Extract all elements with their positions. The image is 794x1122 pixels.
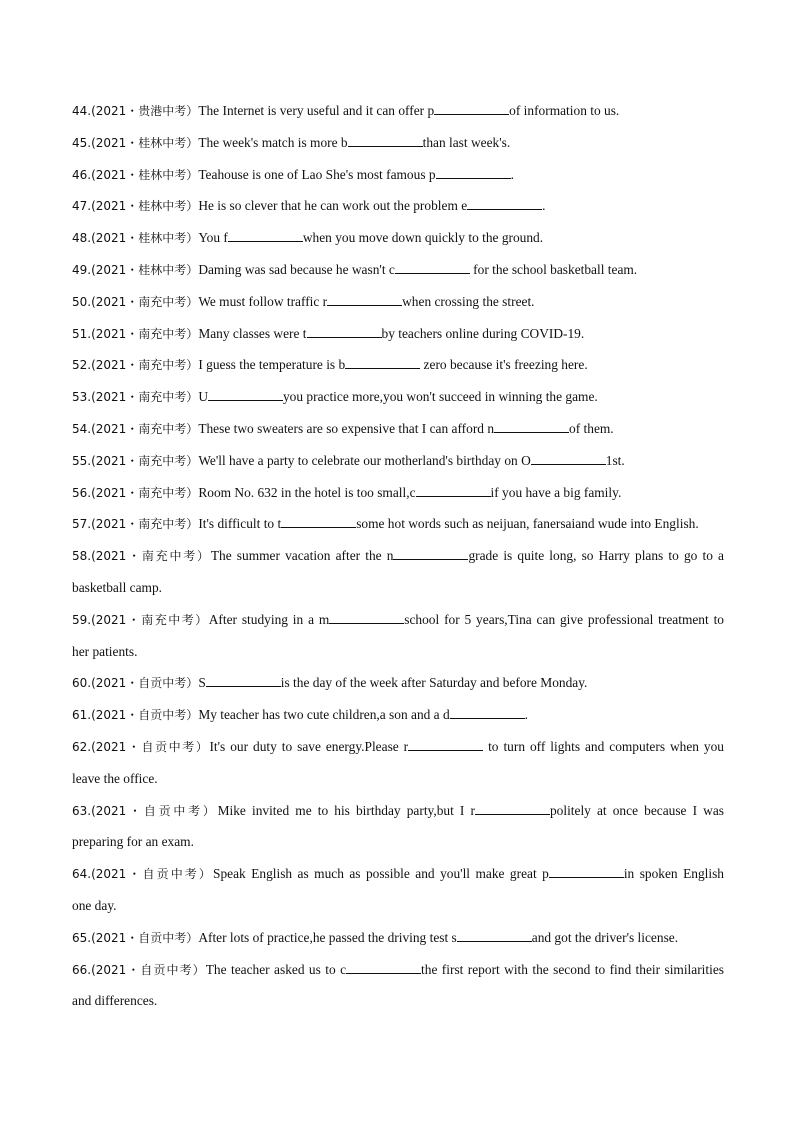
- question-text-before: It's our duty to save energy.Please r: [209, 738, 409, 754]
- answer-blank[interactable]: [307, 325, 382, 338]
- question-line: [72, 731, 724, 763]
- question-text-after: .: [524, 707, 529, 723]
- answer-blank[interactable]: [531, 452, 606, 465]
- answer-blank[interactable]: [346, 961, 421, 974]
- answer-blank[interactable]: [434, 102, 509, 115]
- question-line: [72, 508, 724, 540]
- question-source: 61.(2021・自贡中考）: [72, 708, 199, 723]
- question-continuation: basketball camp.: [72, 579, 162, 595]
- answer-blank[interactable]: [549, 865, 624, 878]
- question-text-after: for the school basketball team.: [469, 261, 638, 277]
- question-text-after: and got the driver's license.: [531, 929, 679, 945]
- question-text-before: The Internet is very useful and it can offer p: [198, 103, 435, 118]
- question-text-after: .: [510, 166, 514, 182]
- question-line: [72, 922, 724, 954]
- question-line: [72, 699, 724, 731]
- answer-blank[interactable]: [475, 802, 550, 815]
- question-line: [72, 349, 724, 381]
- question-text-before: You f: [198, 230, 228, 246]
- question-source: 52.(2021・南充中考）: [72, 358, 199, 373]
- question-line: [72, 445, 724, 477]
- question-text-before: Daming was sad because he wasn't c: [198, 261, 395, 277]
- question-text-before: Speak English as much as possible and you'll make great p: [213, 866, 549, 882]
- question-text-after: .: [542, 198, 546, 214]
- question-source: 51.(2021・南充中考）: [72, 326, 199, 341]
- question-text-after: of them.: [569, 420, 614, 436]
- question-line: [72, 95, 724, 127]
- answer-blank[interactable]: [327, 293, 402, 306]
- answer-blank[interactable]: [348, 134, 423, 147]
- question-line: [72, 858, 724, 890]
- question-line: [72, 413, 724, 445]
- question-source: 59.(2021・南充中考）: [72, 612, 209, 627]
- question-line: [72, 286, 724, 318]
- question-text-before: I guess the temperature is b: [198, 357, 346, 373]
- question-continuation: and differences.: [72, 993, 158, 1009]
- question-text-after: of information to us.: [509, 103, 620, 118]
- question-source: 48.(2021・桂林中考）: [72, 231, 199, 246]
- question-text-before: It's difficult to t: [198, 516, 282, 532]
- answer-blank[interactable]: [208, 388, 283, 401]
- answer-blank[interactable]: [329, 611, 404, 624]
- answer-blank[interactable]: [494, 420, 569, 433]
- question-line: [72, 190, 724, 222]
- answer-blank[interactable]: [393, 547, 468, 560]
- question-text-before: We'll have a party to celebrate our motherland's birthday on O: [198, 452, 531, 468]
- question-line: [72, 127, 724, 159]
- question-source: 45.(2021・桂林中考）: [72, 135, 199, 150]
- question-text-before: The teacher asked us to c: [205, 961, 347, 977]
- question-source: 54.(2021・南充中考）: [72, 421, 199, 436]
- question-text-before: Teahouse is one of Lao She's most famous p: [198, 166, 436, 182]
- question-text-before: Many classes were t: [198, 325, 307, 341]
- question-source: 64.(2021・自贡中考）: [72, 867, 214, 882]
- question-text-before: We must follow traffic r: [198, 293, 328, 309]
- question-source: 53.(2021・南充中考）: [72, 390, 199, 405]
- question-continuation: preparing for an exam.: [72, 834, 194, 850]
- exercise-page: [72, 95, 724, 1017]
- question-text-before: The week's match is more b: [198, 134, 348, 150]
- question-source: 58.(2021・南充中考）: [72, 549, 211, 564]
- answer-blank[interactable]: [416, 484, 491, 497]
- question-text-after: to turn off lights and computers when you: [483, 738, 725, 754]
- answer-blank[interactable]: [228, 229, 303, 242]
- question-source: 47.(2021・桂林中考）: [72, 199, 199, 214]
- question-text-before: Mike invited me to his birthday party,but I r: [217, 802, 475, 818]
- answer-blank[interactable]: [345, 356, 420, 369]
- question-text-before: U: [198, 389, 208, 405]
- question-text-before: After studying in a m: [208, 611, 330, 627]
- question-source: 60.(2021・自贡中考）: [72, 676, 199, 691]
- question-text-before: My teacher has two cute children,a son and a d: [198, 707, 450, 723]
- question-text-after: politely at once because I was: [549, 802, 724, 818]
- question-continuation: one day.: [72, 897, 117, 913]
- question-source: 63.(2021・自贡中考）: [72, 803, 218, 818]
- question-text-after: zero because it's freezing here.: [420, 357, 588, 373]
- question-source: 50.(2021・南充中考）: [72, 294, 199, 309]
- question-source: 44.(2021・贵港中考）: [72, 104, 199, 118]
- question-text-before: After lots of practice,he passed the driving test s: [198, 929, 457, 945]
- question-text-before: S: [198, 675, 206, 691]
- question-text-before: The summer vacation after the n: [210, 548, 394, 564]
- answer-blank[interactable]: [467, 197, 542, 210]
- answer-blank[interactable]: [206, 674, 281, 687]
- question-text-before: Room No. 632 in the hotel is too small,c: [198, 484, 416, 500]
- answer-blank[interactable]: [457, 929, 532, 942]
- question-line: [72, 381, 724, 413]
- question-text-after: grade is quite long, so Harry plans to go to a: [468, 548, 724, 564]
- question-source: 56.(2021・南充中考）: [72, 485, 199, 500]
- question-text-after: when you move down quickly to the ground.: [302, 230, 544, 246]
- question-text-before: He is so clever that he can work out the problem e: [198, 198, 468, 214]
- question-line: [72, 477, 724, 509]
- question-source: 66.(2021・自贡中考）: [72, 962, 206, 977]
- answer-blank[interactable]: [436, 166, 511, 179]
- question-text-after: you practice more,you won't succeed in winning the game.: [282, 389, 598, 405]
- question-text-after: when crossing the street.: [402, 293, 535, 309]
- question-continuation: her patients.: [72, 643, 138, 659]
- question-line: [72, 795, 724, 827]
- question-line: [72, 254, 724, 286]
- question-line: [72, 540, 724, 572]
- question-text-after: by teachers online during COVID-19.: [381, 325, 585, 341]
- question-text-after: 1st.: [605, 452, 625, 468]
- question-text-after: if you have a big family.: [490, 484, 622, 500]
- question-text-after: than last week's.: [422, 134, 511, 150]
- question-source: 57.(2021・南充中考）: [72, 517, 199, 532]
- question-text-after: in spoken English: [623, 866, 724, 882]
- question-line: [72, 222, 724, 254]
- question-line: [72, 604, 724, 636]
- question-source: 49.(2021・桂林中考）: [72, 262, 199, 277]
- question-text-after: is the day of the week after Saturday and before Monday.: [280, 675, 588, 691]
- question-source: 65.(2021・自贡中考）: [72, 930, 199, 945]
- answer-blank[interactable]: [395, 261, 470, 274]
- question-line: [72, 159, 724, 191]
- question-text-after: school for 5 years,Tina can give professional treatment to: [404, 611, 724, 627]
- question-text-before: These two sweaters are so expensive that I can afford n: [198, 420, 495, 436]
- question-source: 46.(2021・桂林中考）: [72, 167, 199, 182]
- answer-blank[interactable]: [408, 738, 483, 751]
- question-line: [72, 667, 724, 699]
- question-source: 55.(2021・南充中考）: [72, 453, 199, 468]
- question-text-after: the first report with the second to find their similarities: [421, 961, 724, 977]
- answer-blank[interactable]: [281, 515, 356, 528]
- question-source: 62.(2021・自贡中考）: [72, 739, 210, 754]
- question-line: [72, 954, 724, 986]
- question-continuation: leave the office.: [72, 770, 158, 786]
- answer-blank[interactable]: [450, 706, 525, 719]
- question-text-after: some hot words such as neijuan, fanersaiand wude into English.: [356, 516, 699, 532]
- question-line: [72, 318, 724, 350]
